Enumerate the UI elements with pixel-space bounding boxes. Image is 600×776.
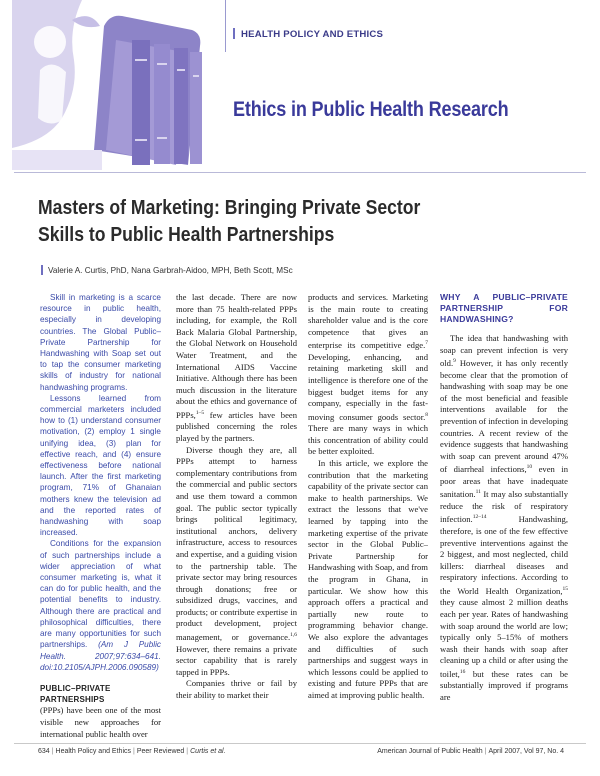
abstract-paragraph-2: Lessons learned from commercial marketers included how to (1) understand consumer motivation, (2) employ 1 single unifying idea, (3) plan for effective reach, and (4) ensure effectiveness before national launch. After the first marketing program, 71% of Ghanaian mothers knew the television ad and the reported rates of handwashing with soap increased. xyxy=(40,393,161,538)
body-c4-p1-text: The idea that handwashing with soap can prevent infection is very old. xyxy=(440,333,568,369)
body-c2-paragraph-3: Companies thrive or fail by their ability to market their xyxy=(176,678,297,700)
header-rule xyxy=(14,172,586,173)
body-c4-p1d-text: It may also substantially reduce the risk of respiratory infection. xyxy=(440,489,568,525)
reference-marker: 9 xyxy=(453,358,456,365)
reference-marker: 10 xyxy=(526,464,533,471)
reference-marker: 11 xyxy=(475,489,481,496)
reference-marker: 12–14 xyxy=(472,514,487,521)
reference-marker: 1,6 xyxy=(290,632,297,639)
body-c4-p1g-text: but these rates can be substantially improved if programs are xyxy=(440,668,568,702)
footer-journal: American Journal of Public Health xyxy=(377,748,483,755)
body-column1-text: (PPPs) have been one of the most visible new approaches for international public health over xyxy=(40,705,161,738)
body-c4-p1e-text: Handwashing, therefore, is one of the few effective preventive interventions against the 2 biggest, and most neglected, child killers: diarrheal diseases and respiratory infections. According to the World Health Organization, xyxy=(440,514,568,596)
footer-authors: Curtis et al. xyxy=(190,748,226,755)
body-c2-p1b-text: few articles have been published concerning the roles played by the partners. xyxy=(176,409,297,443)
body-c4-paragraph-1 xyxy=(440,333,568,704)
body-c2-paragraph-1 xyxy=(176,292,297,445)
reference-marker: 1–5 xyxy=(195,409,205,416)
abstract-paragraph-3-text: Conditions for the expansion of such partnerships include a wider appreciation of what consumer marketing is, what it can do for public health, and the potential benefits to industry. Although there are practical and philosophical difficulties, there are many opportunities for such partnerships. xyxy=(40,539,161,650)
body-c4-p1b-text: However, it has only recently become clear that the promotion of handwashing with soap may be one of the most beneficial and feasible interventions available for the prevention of infection in developing countries. A recent review of the evidence suggests that handwashing with soap can prevent around 47% of diarrheal infections, xyxy=(440,358,568,475)
header-title: Ethics in Public Health Research xyxy=(233,98,509,121)
footer-section: Health Policy and Ethics xyxy=(55,748,131,755)
body-c4-p1f-text: they cause almost 2 million deaths each per year. Rates of handwashing with soap around the world are low; typically only 5–15% of mothers wash their hands with soap after cleaning up a child or after using the toilet, xyxy=(440,597,568,679)
reference-marker: 16 xyxy=(459,668,466,675)
body-column-2 xyxy=(176,292,297,738)
body-kicker: PUBLIC–PRIVATE PARTNERSHIPS xyxy=(40,683,111,705)
author-names: Valerie A. Curtis, PhD, Nana Garbrah-Aidoo, MPH, Beth Scott, MSc xyxy=(48,266,293,275)
body-c3-paragraph-1 xyxy=(308,292,428,458)
section-divider-line xyxy=(225,0,226,52)
section-label-text: HEALTH POLICY AND ETHICS xyxy=(241,29,384,40)
reference-marker: 7 xyxy=(425,340,428,347)
body-column-3 xyxy=(308,292,428,738)
abstract-paragraph-3 xyxy=(40,538,161,672)
author-bar xyxy=(41,265,43,275)
author-line xyxy=(41,265,293,275)
footer-page-number: 634 xyxy=(38,748,50,755)
body-c3-paragraph-2: In this article, we explore the contribution that the marketing capability of the private sector can make to health partnerships. We extract the lessons that we've learned by tapping into the marketing expertise of the private sector in the Global Public–Private Partnership for Handwashing with Soap, and from the program in Ghana, in particular. We show how this approach offers a practical and partially new route to programming behavior change. We also explore the advantages and difficulties of such partnerships and suggest ways in which lessons could be applied to existing and future PPPs that are aimed at improving public health. xyxy=(308,458,428,700)
body-c2-p1-text: the last decade. There are now more than 75 health-related PPPs including, for example, the Roll Back Malaria Global Partnership, the Global Network on Household Water Treatment, and the International AIDS Vaccine Initiative. Although there has been much discussion in the literature about the ethics and governance of PPPs, xyxy=(176,292,297,420)
footer-left: 634 | Health Policy and Ethics | Peer Reviewed | Curtis et al. xyxy=(38,748,226,755)
book-spines xyxy=(94,16,202,165)
abstract-citation: (Am J Public Health. 2007;97:634–641. doi:10.2105/AJPH.2006.090589) xyxy=(40,640,161,672)
body-c2-p2b-text: However, there remains a private sector capability that is rarely tapped in PPPs. xyxy=(176,643,297,677)
header-books-illustration xyxy=(12,0,218,170)
section-label-bar xyxy=(233,28,235,39)
article-title: Masters of Marketing: Bringing Private Sector Skills to Public Health Partnerships xyxy=(38,197,421,246)
body-c2-paragraph-2 xyxy=(176,445,297,679)
body-column-4 xyxy=(440,292,568,738)
section-heading: WHY A PUBLIC–PRIVATE PARTNERSHIP FOR HANDWASHING? xyxy=(440,292,568,324)
footer-rule xyxy=(14,743,586,744)
body-c2-p2-text: Diverse though they are, all PPPs attempt to harness complementary contributions from the commercial and public sectors and use them toward a common goal. The public sector typically brings political legitimacy, institutional anchors, delivery infrastructure, access to resources and expertise, and a guiding vision to the partnership table. The private sector may bring resources through donations; free or subsidized drugs, vaccines, and products; or contribute expertise in product development, project management, or governance. xyxy=(176,444,297,642)
footer-right: American Journal of Public Health | April 2007, Vol 97, No. 4 xyxy=(377,748,564,755)
section-label xyxy=(233,28,383,40)
body-c3-p1c-text: There are many ways in which this concentration of ability could be better exploited. xyxy=(308,423,428,457)
abstract-column xyxy=(40,292,161,738)
footer-issue: April 2007, Vol 97, No. 4 xyxy=(488,748,564,755)
body-c3-p1-text: products and services. Marketing is the main route to creating shareholder value and is the core competence that gives an enterprise its competitive edge. xyxy=(308,292,428,351)
body-c3-p1b-text: Developing, enhancing, and retaining marketing skill and intelligence is therefore one of the biggest budget items for any company, especially in the fast-moving consumer goods sector. xyxy=(308,351,428,422)
footer-review: Peer Reviewed xyxy=(136,748,185,755)
abstract-paragraph-1: Skill in marketing is a scarce resource in public health, especially in developing countries. The Global Public–Private Partnership for Handwashing with Soap set out to tap the consumer marketing skills of industry for national handwashing programs. xyxy=(40,293,161,392)
reference-marker: 8 xyxy=(425,411,428,418)
reference-marker: 15 xyxy=(562,585,568,592)
body-c4-p1c-text: even in poor areas that have inadequate sanitation. xyxy=(440,464,568,500)
